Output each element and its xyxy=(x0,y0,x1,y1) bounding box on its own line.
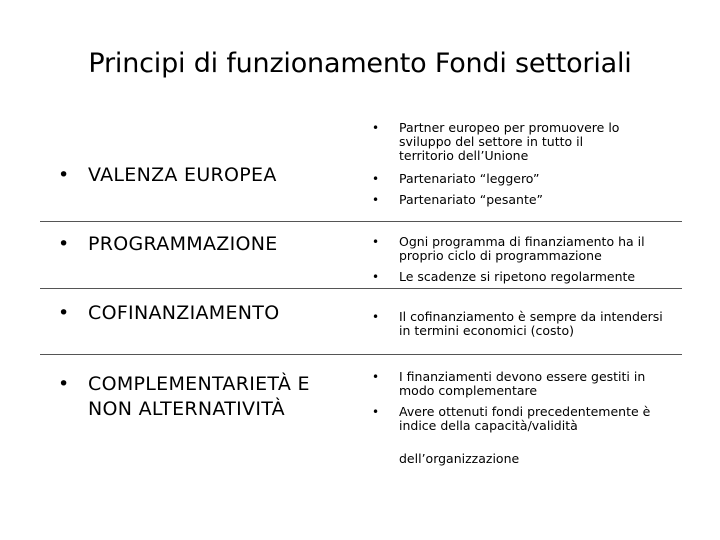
page-title: Principi di funzionamento Fondi settoriali xyxy=(88,48,632,79)
row-label-valenza-europea: • VALENZA EUROPEA xyxy=(58,164,277,186)
bullet-icon: • xyxy=(58,233,70,255)
list-item: • Il cofinanziamento è sempre da intendersi in termini economici (costo) xyxy=(372,309,663,338)
bullet-icon: • xyxy=(58,302,70,324)
bullet-icon: • xyxy=(372,193,380,207)
list-item: • Ogni programma di finanziamento ha il proprio ciclo di programmazione xyxy=(372,234,645,263)
row-label-programmazione: • PROGRAMMAZIONE xyxy=(58,233,278,255)
list-item: • Le scadenze si ripetono regolarmente xyxy=(372,269,636,284)
bullet-icon: • xyxy=(372,172,380,186)
list-item: • Avere ottenuti fondi precedentemente è indice della capacità/validità xyxy=(372,404,651,433)
bullet-icon: • xyxy=(58,164,70,186)
row-label-complementarieta: • COMPLEMENTARIETÀ E NON ALTERNATIVITÀ xyxy=(58,373,310,420)
bullet-icon: • xyxy=(372,121,380,135)
row-divider xyxy=(40,288,682,289)
list-item: • Partenariato “pesante” xyxy=(372,192,544,207)
row-divider xyxy=(40,354,682,355)
bullet-icon: • xyxy=(372,405,380,419)
bullet-icon: • xyxy=(372,270,380,284)
trailing-text: dell’organizzazione xyxy=(399,451,520,466)
list-item: • I finanziamenti devono essere gestiti in modo complementare xyxy=(372,369,646,398)
row-label-cofinanziamento: • COFINANZIAMENTO xyxy=(58,302,280,324)
list-item: • Partner europeo per promuovere lo sviluppo del settore in tutto il territorio dell’Unione xyxy=(372,120,620,163)
bullet-icon: • xyxy=(58,373,70,395)
bullet-icon: • xyxy=(372,235,380,249)
row-divider xyxy=(40,221,682,222)
list-item: • Partenariato “leggero” xyxy=(372,171,540,186)
bullet-icon: • xyxy=(372,370,380,384)
bullet-icon: • xyxy=(372,310,380,324)
